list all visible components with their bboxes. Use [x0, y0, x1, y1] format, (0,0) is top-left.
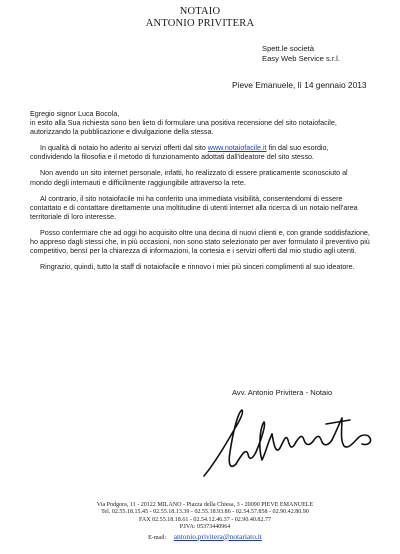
recipient-line-2: Easy Web Service s.r.l. — [262, 54, 340, 63]
footer-address: Via Podgora, 11 - 20122 MILANO - Piazza della Chiesa, 3 - 20090 PIEVE EMANUELE — [96, 502, 314, 508]
recipient-line-1: Spett.le società — [262, 44, 314, 53]
footer-fax: FAX 02.55.18.18.61 - 02.54.12.46.37 - 02.90.40.82.77 — [138, 516, 272, 523]
letter-body — [30, 110, 370, 279]
footer-email-row — [40, 533, 370, 542]
footer-email-link[interactable]: antonio.privitera@notariato.it — [173, 531, 262, 541]
letterhead-title: NOTAIO — [179, 6, 221, 17]
paragraph-2-start: In qualità di notaio ho aderito ai servizi offerti dal sito — [40, 144, 208, 153]
handwritten-signature — [200, 404, 378, 482]
paragraph-1: in esito alla Sua richiesta sono ben lieto di formulare una positiva recensione del sito notaiofacile, autorizzando la pubblicazione e divulgazione della stessa. — [30, 119, 337, 137]
footer-piva: P.IVA: 05373440964 — [179, 524, 231, 531]
notaiofacile-link[interactable]: www.notaiofacile.it — [207, 144, 267, 153]
footer — [40, 502, 370, 542]
signatory-name: Avv. Antonio Privitera - Notaio — [232, 388, 333, 397]
letterhead — [0, 6, 400, 30]
paragraph-4: Al contrario, il sito notaiofacile mi ha conferito una immediata visibilità, consentendomi di essere contattato e di contattare direttamente una moltitudine di utenti internet alla ricerca di un notaio nell'area territoriale di loro interesse. — [30, 194, 358, 221]
greeting: Egregio signor Luca Bocola, — [30, 110, 120, 118]
paragraph-3: Non avendo un sito internet personale, infatti, ho realizzato di essere praticamente sconosciuto al mondo degli internauti e difficilmente raggiungibile attraverso la rete. — [30, 169, 348, 187]
paragraph-2-end: fin dal suo esordio, condividendo la filosofia e il metodo di funzionamento adottati dall'ideatore del sito stesso. — [30, 144, 329, 162]
paragraph-6: Ringrazio, quindi, tutto la staff di notaiofacile e rinnovo i miei più sinceri complimenti al suo ideatore. — [40, 263, 355, 272]
place-date: Pieve Emanuele, lì 14 gennaio 2013 — [232, 80, 367, 90]
recipient-block — [262, 44, 340, 64]
footer-email-label: E-mail: — [148, 534, 167, 541]
footer-tel: Tel. 02.55.18.15.45 - 02.55.18.13.39 - 02.55.18.93.86 - 02.54.57.858 - 02.90.42.80.90 — [101, 509, 309, 516]
paragraph-2 — [30, 144, 370, 162]
letterhead-name: ANTONIO PRIVITERA — [145, 18, 255, 29]
paragraph-5: Posso confermare che ad oggi ho acquisito oltre una decina di nuovi clienti e, con grande soddisfazione, ho appreso dagli stessi che, in più occasioni, non sono stato selezionato per aver formulato il preventivo più competitivo, bensì per la chiarezza di informazioni, la cortesia e i servizi offerti dal mio studio agli utenti. — [30, 228, 370, 256]
